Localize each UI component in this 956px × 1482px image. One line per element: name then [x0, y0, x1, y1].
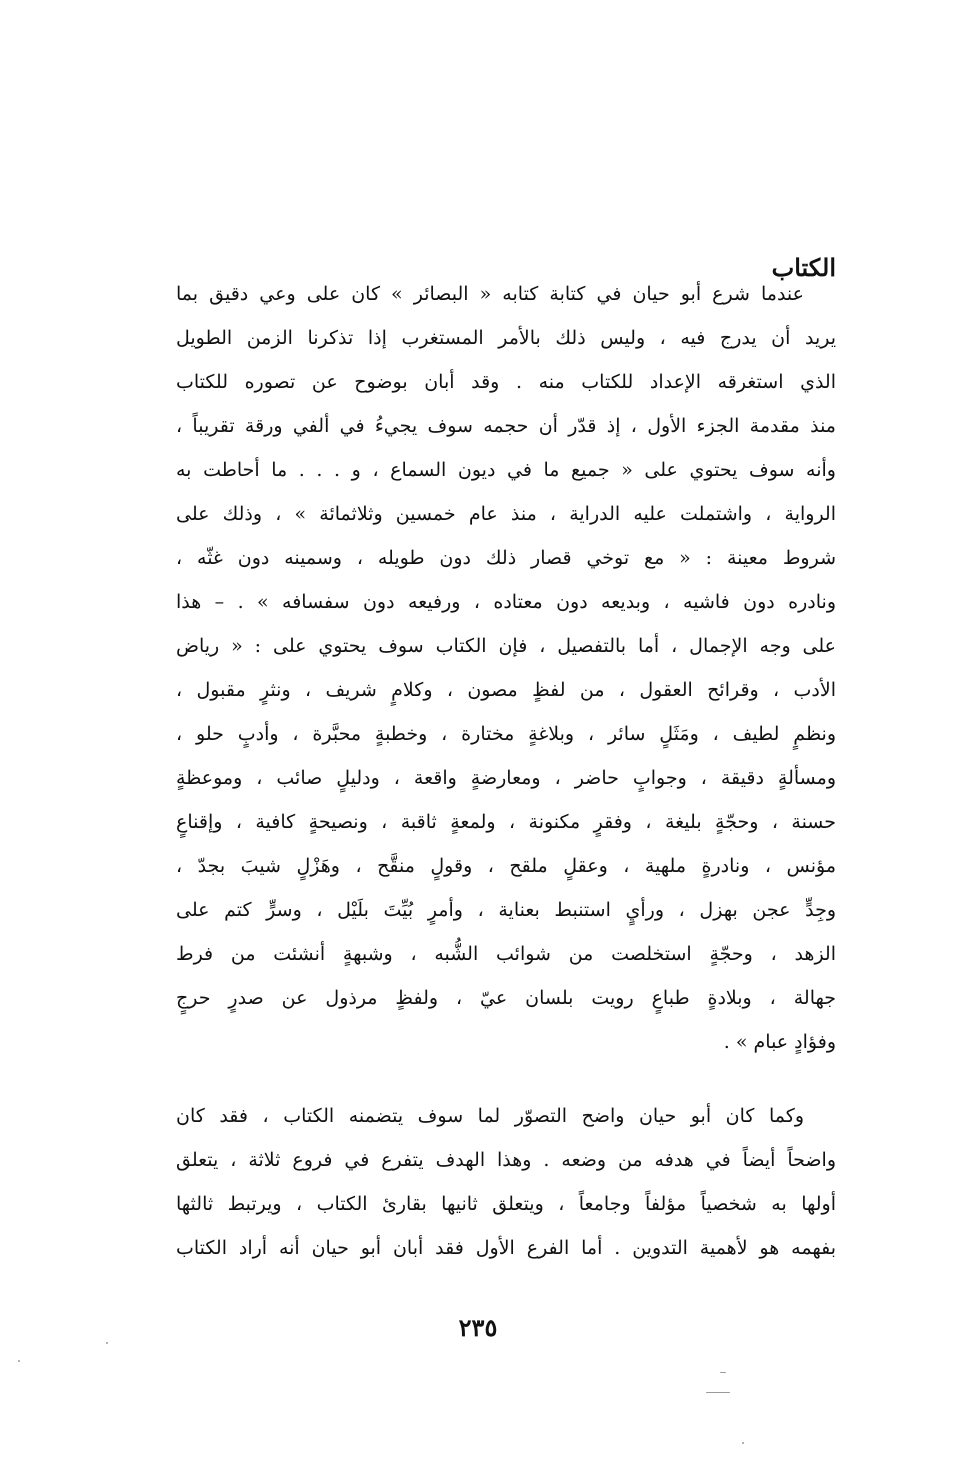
text-line: بفهمه هو لأهمية التدوين . أما الفرع الأول فقد أبان أبو حيان أنه أراد الكتاب [176, 1237, 836, 1259]
paragraph-2 [176, 1094, 836, 1270]
scan-speck [18, 1360, 20, 1362]
scan-speck [706, 1392, 730, 1393]
scan-speck [106, 1342, 108, 1344]
text-line: وكما كان أبو حيان واضح التصوّر لما سوف يتضمنه الكتاب ، فقد كان [176, 1105, 804, 1127]
text-line: يريد أن يدرج فيه ، وليس ذلك بالأمر المستغرب إذا تذكرنا الزمن الطويل [176, 327, 836, 349]
text-line: وجِدٍّ عجن بهزل ، ورأيٍ استنبط بعناية ، وأمرٍ بُيِّتَ بلَيْل ، وسرٍّ كتم على [176, 899, 836, 921]
text-line: الأدب ، وقرائح العقول ، من لفظٍ مصون ، وكلامٍ شريف ، ونثرٍ مقبول ، [176, 679, 836, 701]
text-line: جهالة ، وبلادةٍ طباعٍ رويت بلسان عيّ ، ولفظٍ مرذول عن صدرٍ حرجٍ [176, 987, 836, 1009]
text-line: أولها به شخصياً مؤلفاً وجامعاً ، ويتعلق ثانيها بقارئ الكتاب ، ويرتبط ثالثها [176, 1193, 836, 1215]
text-line: شروط معينة : « مع توخي قصار ذلك دون طويله ، وسمينه دون غثّه ، [176, 547, 836, 569]
text-line: على وجه الإجمال ، أما بالتفصيل ، فإن الكتاب سوف يحتوي على : « رياض [176, 635, 836, 657]
text-line: مؤنس ، ونادرةٍ ملهية ، وعقلٍ ملقح ، وقولٍ منقَّح ، وهَزْلٍ شيبَ بجدّ ، [176, 855, 836, 877]
page-number: ٢٣٥ [458, 1313, 498, 1342]
section-heading: الكتاب [771, 253, 836, 282]
text-line: عندما شرع أبو حيان في كتابة كتابه « البصائر » كان على وعي دقيق بما [176, 283, 804, 305]
scan-speck [742, 1442, 744, 1444]
text-line: ومسألةٍ دقيقة ، وجوابٍ حاضر ، ومعارضةٍ واقعة ، ودليلٍ صائب ، وموعظةٍ [176, 767, 836, 789]
text-line: وأنه سوف يحتوي على « جميع ما في ديون السماع ، و . . . ما أحاطت به [176, 459, 836, 481]
text-line: الرواية ، واشتملت عليه الدراية ، منذ عام خمسين وثلاثمائة » ، وذلك على [176, 503, 836, 525]
text-line: منذ مقدمة الجزء الأول ، إذ قدّر أن حجمه سوف يجيءُ في ألفي ورقة تقريباً ، [176, 415, 836, 437]
text-line: واضحاً أيضاً في هدفه من وضعه . وهذا الهدف يتفرع في فروع ثلاثة ، يتعلق [176, 1149, 836, 1171]
text-line: ونظمٍ لطيف ، ومَثَلٍ سائر ، وبلاغةٍ مختارة ، وخطبةٍ محبَّرة ، وأدبٍ حلو ، [176, 723, 836, 745]
text-line: حسنة ، وحجّةٍ بليغة ، وفقرٍ مكنونة ، ولمعةٍ ثاقبة ، ونصيحةٍ كافية ، وإقناعٍ [176, 811, 836, 833]
paragraph-1 [176, 272, 836, 1064]
text-line: الذي استغرقه الإعداد للكتاب منه . وقد أبان بوضوح عن تصوره للكتاب [176, 371, 836, 393]
text-line: ونادره دون فاشيه ، وبديعه دون معتاده ، ورفيعه دون سفسافه » . – هذا [176, 591, 836, 613]
text-line: الزهد ، وحجّةٍ استخلصت من شوائب الشُّبه ، وشبهةٍ أنشئت من فرط [176, 943, 836, 965]
text-line: وفؤادٍ عبام » . [723, 1031, 836, 1053]
scan-speck [720, 1372, 726, 1373]
